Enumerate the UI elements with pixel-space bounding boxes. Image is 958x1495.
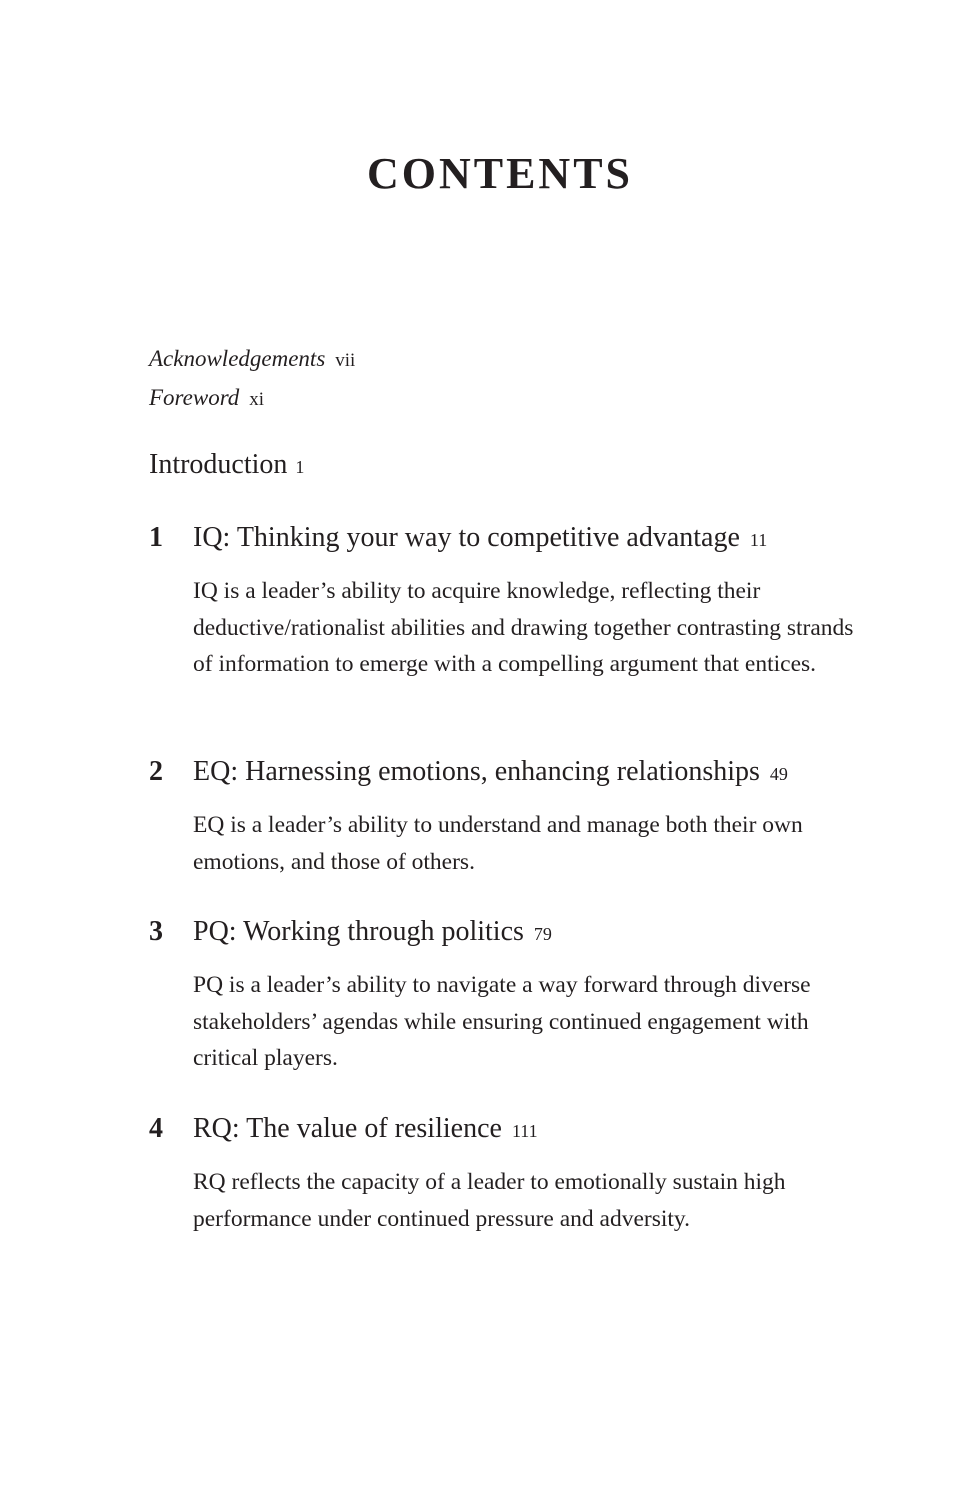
chapter-description: EQ is a leader’s ability to understand and manage both their own emotions, and those of others.	[193, 812, 803, 875]
chapter-heading[interactable]	[149, 913, 889, 953]
toc-entry-page: xi	[249, 389, 265, 410]
toc-chapter-1	[149, 519, 889, 683]
toc-entry-foreword[interactable]	[149, 379, 355, 418]
page-title: CONTENTS	[366, 149, 634, 198]
toc-entry-page: vii	[335, 350, 356, 371]
toc-chapter-4	[149, 1110, 889, 1237]
chapter-number: 4	[149, 1113, 163, 1144]
toc-entry-acknowledgements[interactable]	[149, 340, 355, 379]
chapter-page: 49	[769, 764, 788, 784]
chapter-number: 1	[149, 522, 163, 553]
front-matter-list	[149, 340, 355, 418]
chapter-title: PQ: Working through politics	[193, 916, 524, 947]
toc-entry-title: Introduction	[149, 449, 288, 480]
toc-entry-title: Foreword	[149, 385, 240, 410]
chapter-number: 2	[149, 756, 163, 787]
chapter-page: 11	[749, 530, 768, 550]
chapter-description: IQ is a leader’s ability to acquire knowledge, reflecting their deductive/rationalist abilities and drawing together contrasting strands of information to emerge with a compelling argument that entices.	[193, 578, 854, 677]
chapter-description: PQ is a leader’s ability to navigate a way forward through diverse stakeholders’ agendas while ensuring continued engagement with critical players.	[193, 972, 811, 1071]
chapter-title: EQ: Harnessing emotions, enhancing relationships	[193, 756, 760, 787]
chapter-heading[interactable]	[149, 1110, 889, 1150]
toc-entry-introduction[interactable]	[149, 446, 304, 486]
chapter-description: RQ reflects the capacity of a leader to emotionally sustain high performance under continued pressure and adversity.	[193, 1169, 786, 1232]
toc-entry-title: Acknowledgements	[149, 346, 326, 371]
chapter-page: 111	[511, 1121, 538, 1141]
toc-chapter-3	[149, 913, 889, 1077]
chapter-heading[interactable]	[149, 519, 889, 559]
chapter-title: RQ: The value of resilience	[193, 1113, 502, 1144]
chapter-heading[interactable]	[149, 753, 889, 793]
chapter-number: 3	[149, 916, 163, 947]
toc-entry-page: 1	[295, 457, 305, 477]
chapter-page: 79	[533, 924, 552, 944]
chapter-title: IQ: Thinking your way to competitive advantage	[193, 522, 740, 553]
toc-chapter-2	[149, 753, 889, 880]
